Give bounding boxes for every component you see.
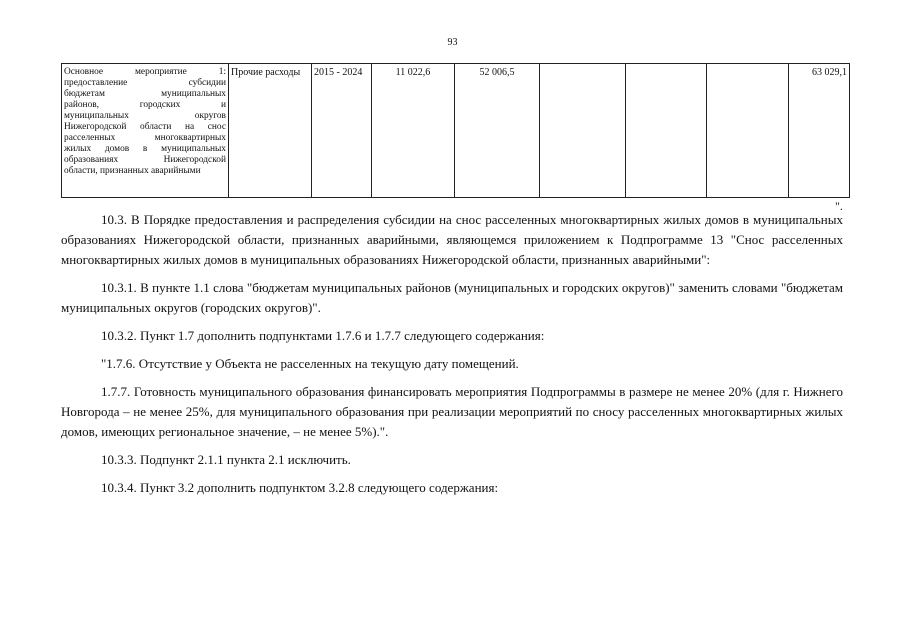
measure-description-line: образованиях Нижегородской	[64, 155, 226, 165]
table-row	[62, 64, 850, 198]
measure-description-cell	[62, 64, 229, 198]
measure-description-line: бюджетам муниципальных	[64, 89, 226, 99]
paragraph-10-3-3: 10.3.3. Подпункт 2.1.1 пункта 2.1 исключить.	[101, 452, 351, 467]
financing-table	[61, 63, 850, 198]
expense-category-cell: Прочие расходы	[229, 64, 312, 198]
document-body	[61, 210, 843, 498]
amount-cell-4	[626, 64, 707, 198]
paragraph-10-3-1: 10.3.1. В пункте 1.1 слова "бюджетам муниципальных районов (муниципальных и городских округов)" заменить словами "бюджетам муниципальных округов (городских округов)".	[61, 280, 843, 315]
measure-description-line: районов, городских и	[64, 100, 226, 110]
measure-description-line: области, признанных аварийными	[64, 166, 201, 176]
measure-description-line: муниципальных округов	[64, 111, 226, 121]
amount-cell-3	[540, 64, 626, 198]
measure-description-line: Основное мероприятие 1:	[64, 67, 226, 77]
table-closing-quote: ".	[835, 199, 843, 213]
total-amount-cell: 63 029,1	[789, 64, 850, 198]
measure-description-line: предоставление субсидии	[64, 78, 226, 88]
paragraph-1-7-7: 1.7.7. Готовность муниципального образования финансировать мероприятия Подпрограммы в размере не менее 20% (для г. Нижнего Новгорода – не менее 25%, для муниципального образования при реализации мероприятий по сносу расселенных многоквартирных жилых домов, имеющих региональное значение, – не менее 5%).".	[61, 384, 843, 439]
paragraph-10-3-4: 10.3.4. Пункт 3.2 дополнить подпунктом 3.2.8 следующего содержания:	[101, 480, 499, 495]
measure-description-line: Нижегородской области на снос	[64, 122, 226, 132]
page-number: 93	[447, 37, 458, 48]
amount-cell-2: 52 006,5	[455, 64, 540, 198]
amount-cell-1: 11 022,6	[372, 64, 455, 198]
paragraph-10-3: 10.3. В Порядке предоставления и распределения субсидии на снос расселенных многоквартирных жилых домов в муниципальных образованиях Нижегородской области, признанных аварийными, являющемся приложением к Подпрограмме 13 "Снос расселенных многоквартирных жилых домов в муниципальных образованиях Нижегородской области, признанных аварийными":	[61, 212, 843, 267]
period-cell: 2015 - 2024	[312, 64, 372, 198]
paragraph-1-7-6: "1.7.6. Отсутствие у Объекта не расселенных на текущую дату помещений.	[101, 356, 519, 371]
paragraph-10-3-2: 10.3.2. Пункт 1.7 дополнить подпунктами 1.7.6 и 1.7.7 следующего содержания:	[101, 328, 545, 343]
measure-description-line: расселенных многоквартирных	[64, 133, 226, 143]
measure-description-line: жилых домов в муниципальных	[64, 144, 226, 154]
amount-cell-5	[707, 64, 789, 198]
